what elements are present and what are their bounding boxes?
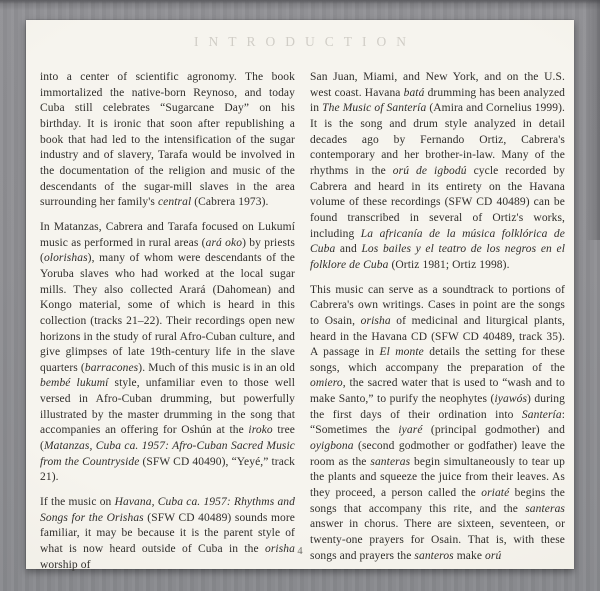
page-number: 4 — [297, 546, 303, 557]
paragraph-left-2: In Matanzas, Cabrera and Tarafa focused on Lukumí music as performed in rural areas (ará oko) by priests (olorishas), many of whom were descendants of the Yoruba slaves who had worked at the local sugar mills. They also collected Arará (Dahomean) and Kongo material, some of which is heard in this collection (tracks 21–22). Their recordings open new horizons in the study of rural Afro-Cuban culture, and give glimpses of late 19th-century life in the slave quarters (barracones). Much of this music is in an old bembé lukumí style, unfamiliar even to those well versed in Afro-Cuban drumming, but powerfully illustrated by the master drumming in the song that accompanies an offering for Oshún at the iroko tree (Matanzas, Cuba ca. 1957: Afro-Cuban Sacred Music from the Countryside (SFW CD 40490), “Yeyé,” track 21). — [40, 220, 296, 484]
page-header-introduction: INTRODUCTION — [194, 34, 416, 49]
paragraph-left-3: If the music on Havana, Cuba ca. 1957: Rhythms and Songs for the Orishas (SFW CD 40489) sounds more familiar, it may be because it is the parent style of what is now heard outside of Cuba in the orisha worship of — [40, 496, 295, 571]
paragraph-right-2: This music can serve as a soundtrack to portions of Cabrera's own writings. Cases in point are the songs to Osain, orisha of medicinal and liturgical plants, heard in the Havana CD (SFW CD 40489, track 35). A passage in El monte details the setting for these songs, which accompany the preparation of the omiero, the sacred water that is used to “wash and to make Santo,” to purify the neophytes (iyawós) during the first days of their ordination into Santería: “Sometimes the iyaré (principal godmother) and oyigbona (second godmother or godfather) leave the room as the santeras begin simultaneously to tear up the plants and squeeze the juice from their leaves. As they proceed, a person called the oriaté begins the songs that accompany this rite, and the santeras answer in chorus. There are sixteen, seventeen, or twenty-one prayers for Osain. That is, with these songs and prayers the santeros make orú — [310, 283, 566, 562]
paragraph-right-1: San Juan, Miami, and New York, and on the U.S. west coast. Havana batá drumming has been analyzed in The Music of Santería (Amira and Cornelius 1999). It is the song and drum style analyzed in detail decades ago by Fernando Ortiz, Cabrera's contemporary and her brother-in-law. Many of the rhythms in the orú de igbodú cycle recorded by Cabrera and heard in its entirety on the Havana volume of these recordings (SFW CD 40489) can be found transcribed in several of Ortiz's works, including La africanía de la música folklórica de Cuba and Los bailes y el teatro de los negros en el folklore de Cuba (Ortiz 1981; Ortiz 1998). — [310, 71, 565, 271]
right-column — [310, 70, 565, 573]
paragraph-left-1: into a center of scientific agronomy. The book immortalized the native-born Reynoso, and today Cuba still celebrates “Sugarcane Day” on his birthday. It is ironic that soon after republishing a book that had led to the intensification of the sugar industry and of slavery, Tarafa would be involved in the documentation of the religion and music of the descendants of the sugar-mill slaves in the area surrounding her family's central (Cabrera 1973). — [40, 71, 295, 209]
text-columns — [40, 70, 565, 573]
booklet-page — [26, 20, 574, 569]
left-column — [40, 70, 295, 573]
